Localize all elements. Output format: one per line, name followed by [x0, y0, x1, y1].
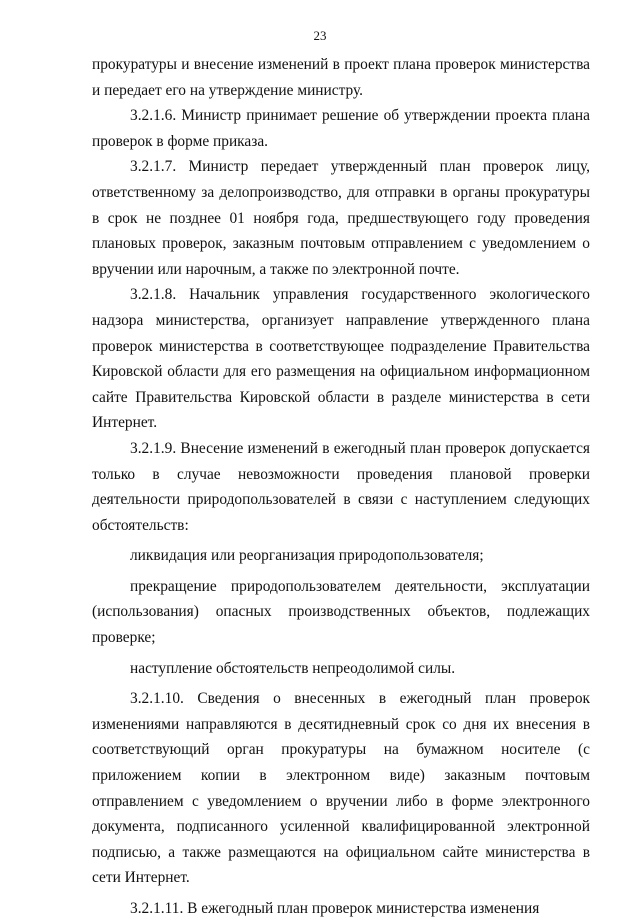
- document-body: [92, 52, 590, 922]
- page-number: 23: [313, 28, 327, 43]
- paragraph-3-2-1-6: 3.2.1.6. Министр принимает решение об утверждении проекта плана проверок в форме приказа.: [92, 107, 590, 150]
- paragraph-3-2-1-8: 3.2.1.8. Начальник управления государственного экологического надзора министерства, организует направление утвержденного плана проверок министерства в соответствующее подразделение Правительства Кировской области для его размещения на официальном информационном сайте Правительства Кировской области в разделе министерства в сети Интернет.: [92, 286, 590, 432]
- paragraph-3-2-1-11: 3.2.1.11. В ежегодный план проверок министерства изменения: [130, 900, 540, 917]
- paragraph-3-2-1-7: 3.2.1.7. Министр передает утвержденный план проверок лицу, ответственному за делопроизводство, для отправки в органы прокуратуры в срок не позднее 01 ноября года, предшествующего году проведения плановых проверок, заказным почтовым отправлением с уведомлением о вручении или нарочным, а также по электронной почте.: [92, 158, 590, 278]
- list-item-termination: прекращение природопользователем деятельности, эксплуатации (использования) опасных производственных объектов, подлежащих проверке;: [92, 577, 590, 647]
- list-item-force-majeure: наступление обстоятельств непреодолимой силы.: [130, 659, 456, 677]
- list-item-liquidation: ликвидация или реорганизация природопользователя;: [130, 547, 484, 565]
- paragraph-3-2-1-9: 3.2.1.9. Внесение изменений в ежегодный план проверок допускается только в случае невозможности проведения плановой проверки деятельности природопользователей в связи с наступлением следующих обстоятельств:: [92, 439, 590, 534]
- paragraph-3-2-1-10: 3.2.1.10. Сведения о внесенных в ежегодный план проверок изменениями направляются в десятидневный срок со дня их внесения в соответствующий орган прокуратуры на бумажном носителе (с приложением копии в электронном виде) заказным почтовым отправлением с уведомлением о вручении либо в форме электронного документа, подписанного усиленной квалифицированной электронной подписью, а также размещаются на официальном сайте министерства в сети Интернет.: [92, 690, 590, 887]
- paragraph-continuation: прокуратуры и внесение изменений в проект плана проверок министерства и передает его на утверждение министру.: [92, 56, 590, 99]
